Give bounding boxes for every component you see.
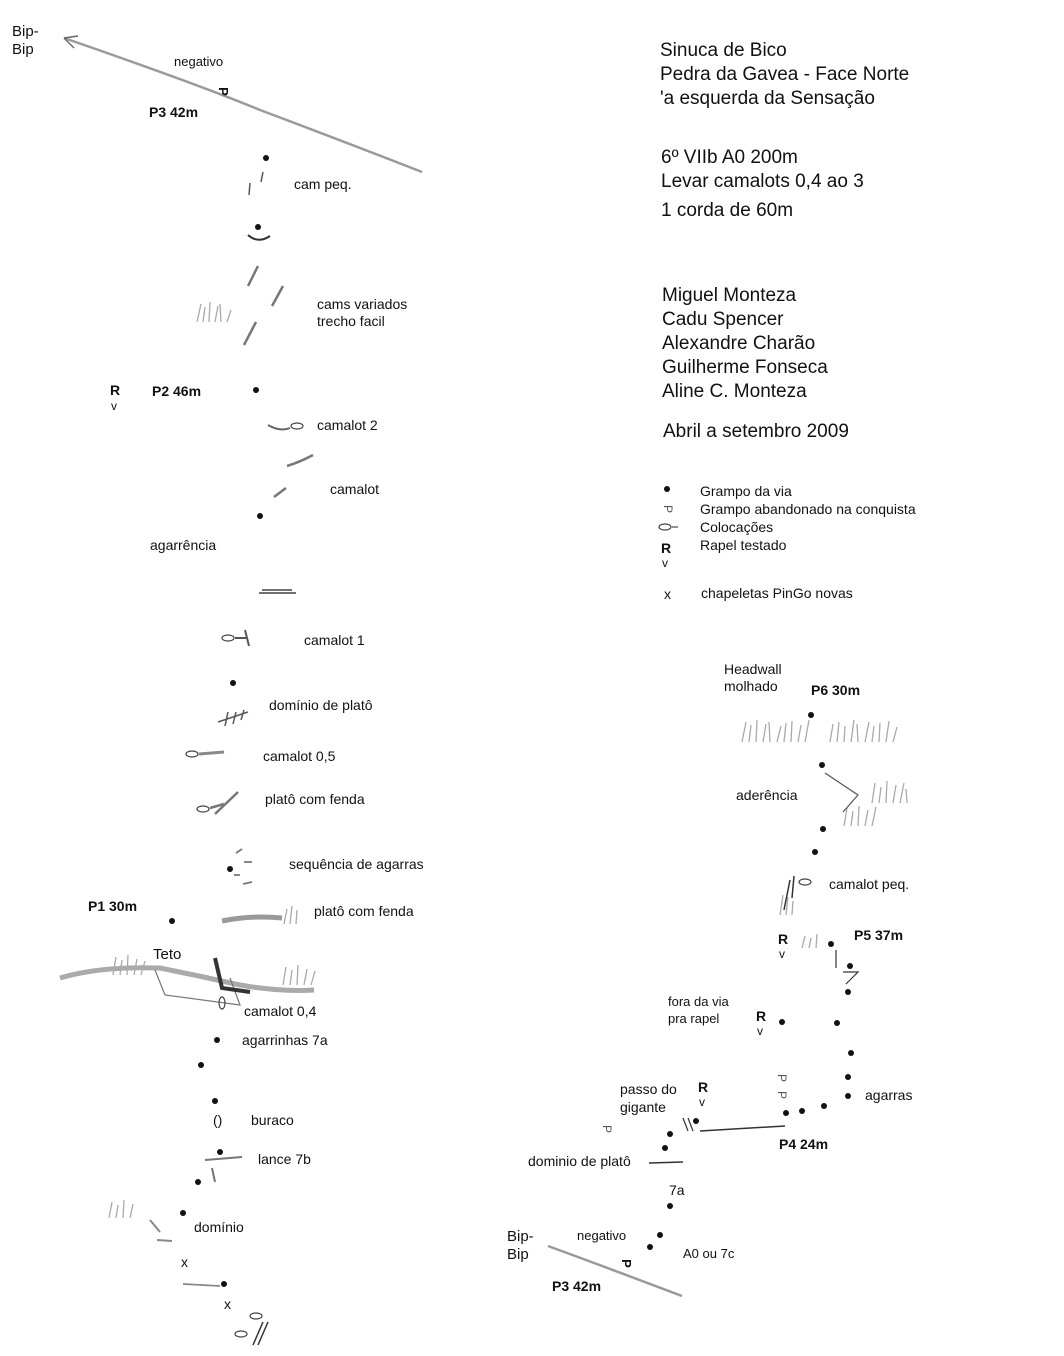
belay-p6: P6 30m <box>811 682 861 698</box>
legend-bolt-icon <box>664 486 670 492</box>
hanger-x-icon: x <box>224 1296 231 1312</box>
route-title: Sinuca de Bico <box>660 40 787 61</box>
abandoned-bolt-icon: P <box>215 87 231 96</box>
note-pra-rapel: pra rapel <box>668 1011 720 1026</box>
bolt <box>693 1118 699 1124</box>
bolt <box>845 989 851 995</box>
note-teto: Teto <box>153 946 182 963</box>
note-cams-variados: cams variados <box>317 296 408 312</box>
bolt <box>779 1019 785 1025</box>
legend-hangers-label: chapeletas PinGo novas <box>701 585 853 601</box>
route-position: 'a esquerda da Sensação <box>660 88 875 109</box>
bolt <box>847 963 853 969</box>
legend-placements-label: Colocações <box>700 519 774 535</box>
route-grade: 6º VIIb A0 200m <box>661 147 798 168</box>
bolt <box>667 1203 673 1209</box>
buraco-icon: () <box>213 1112 223 1128</box>
hanger-x-icon: x <box>181 1254 188 1270</box>
bolt <box>221 1281 227 1287</box>
legend-rappel-icon: R <box>661 540 672 556</box>
note-molhado: molhado <box>724 678 778 694</box>
bolt <box>214 1037 220 1043</box>
bolt <box>845 1093 851 1099</box>
bolt <box>195 1179 201 1185</box>
note-aderencia: aderência <box>736 787 798 803</box>
bolt <box>253 387 259 393</box>
bolt <box>819 762 825 768</box>
legend-rappel-label: Rapel testado <box>700 537 787 553</box>
author: Cadu Spencer <box>662 309 784 330</box>
route-rope: 1 corda de 60m <box>661 200 794 221</box>
bolt <box>799 1108 805 1114</box>
bolt <box>828 941 834 947</box>
bolt <box>217 1149 223 1155</box>
bolt <box>848 1050 854 1056</box>
abandoned-bolt-icon: P <box>600 1124 615 1134</box>
note-trecho-facil: trecho facil <box>317 313 385 329</box>
author: Miguel Monteza <box>662 285 797 306</box>
negativo-label: negativo <box>577 1228 627 1243</box>
author: Aline C. Monteza <box>662 381 807 402</box>
belay-p2: P2 46m <box>152 383 202 399</box>
bolt <box>662 1145 668 1151</box>
note-lance: lance 7b <box>258 1151 311 1167</box>
route-date: Abril a setembro 2009 <box>663 421 849 442</box>
belay-p4: P4 24m <box>779 1136 829 1152</box>
abandoned-bolt-icon: P <box>775 1073 790 1083</box>
rappel-arrow-icon: v <box>111 399 117 413</box>
note-plato-fenda: platô com fenda <box>314 903 414 919</box>
rappel-icon: R <box>756 1008 767 1024</box>
rappel-arrow-icon: v <box>779 947 785 961</box>
note-7a: 7a <box>669 1182 685 1198</box>
belay-p3: P3 42m <box>149 104 199 120</box>
bolt <box>255 224 261 230</box>
author: Guilherme Fonseca <box>662 357 828 378</box>
abandoned-bolt-icon: P <box>618 1259 634 1268</box>
route-gear: Levar camalots 0,4 ao 3 <box>661 171 864 192</box>
bolt <box>263 155 269 161</box>
bolt <box>180 1210 186 1216</box>
note-cam-peq: cam peq. <box>294 176 352 192</box>
bolt <box>667 1131 673 1137</box>
note-gigante: gigante <box>620 1099 666 1115</box>
bolt <box>169 918 175 924</box>
bipbip-label: Bip- <box>12 23 39 40</box>
bolt <box>808 712 814 718</box>
bipbip-label: Bip- <box>507 1228 534 1245</box>
bolt <box>834 1020 840 1026</box>
note-headwall: Headwall <box>724 661 782 677</box>
note-dominio: domínio <box>194 1219 244 1235</box>
bolt <box>657 1232 663 1238</box>
bipbip-label: Bip <box>507 1246 529 1263</box>
note-buraco: buraco <box>251 1112 294 1128</box>
note-agarrencia: agarrência <box>150 537 217 553</box>
bolt <box>227 866 233 872</box>
note-passo-do: passo do <box>620 1081 677 1097</box>
note-dominio-plato: domínio de platô <box>269 697 373 713</box>
rappel-icon: R <box>698 1079 709 1095</box>
rappel-icon: R <box>110 382 121 398</box>
note-camalot2: camalot 2 <box>317 417 378 433</box>
bolt <box>783 1110 789 1116</box>
bolt <box>212 1098 218 1104</box>
note-camalot04: camalot 0,4 <box>244 1003 317 1019</box>
note-camalot-peq: camalot peq. <box>829 876 910 892</box>
rappel-arrow-icon: v <box>757 1024 763 1038</box>
abandoned-bolt-icon: P <box>775 1090 790 1100</box>
rappel-arrow-icon: v <box>699 1095 705 1109</box>
legend-x-icon: x <box>664 586 671 602</box>
bolt <box>812 849 818 855</box>
legend-abandoned-label: Grampo abandonado na conquista <box>700 501 916 517</box>
legend-bolt-label: Grampo da via <box>700 483 792 499</box>
negativo-label: negativo <box>174 54 224 69</box>
note-camalot: camalot <box>330 481 380 497</box>
belay-p1: P1 30m <box>88 898 138 914</box>
bolt <box>821 1103 827 1109</box>
note-plato-fenda: platô com fenda <box>265 791 365 807</box>
bolt <box>845 1074 851 1080</box>
note-agarrinhas: agarrinhas 7a <box>242 1032 328 1048</box>
bolt <box>230 680 236 686</box>
route-location: Pedra da Gavea - Face Norte <box>660 64 910 85</box>
bolt <box>198 1062 204 1068</box>
note-dominio-plato: dominio de platô <box>528 1153 631 1169</box>
note-sequencia: sequência de agarras <box>289 856 424 872</box>
author: Alexandre Charão <box>662 333 816 354</box>
rappel-icon: R <box>778 931 789 947</box>
belay-p3: P3 42m <box>552 1278 602 1294</box>
note-fora-da-via: fora da via <box>668 994 729 1009</box>
note-agarras: agarras <box>865 1087 913 1103</box>
note-camalot1: camalot 1 <box>304 632 365 648</box>
note-a0-ou-7c: A0 ou 7c <box>683 1246 735 1261</box>
bolt <box>647 1244 653 1250</box>
bipbip-label: Bip <box>12 41 34 58</box>
note-camalot05: camalot 0,5 <box>263 748 336 764</box>
legend-rappel-arrow-icon: v <box>662 556 668 570</box>
bolt <box>257 513 263 519</box>
bolt <box>820 826 826 832</box>
belay-p5: P5 37m <box>854 927 904 943</box>
legend-abandoned-icon: P <box>661 504 676 514</box>
